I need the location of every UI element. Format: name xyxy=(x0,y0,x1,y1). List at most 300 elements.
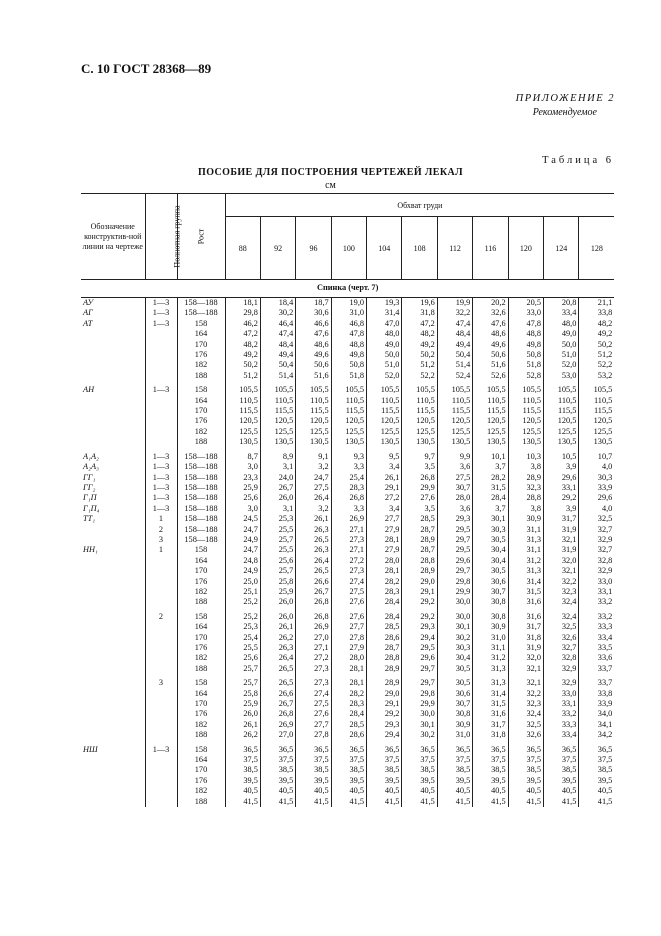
value-cell: 115,5 xyxy=(225,406,260,416)
value-cell: 10,7 xyxy=(579,448,614,462)
value-cell: 30,4 xyxy=(473,556,508,566)
row-height: 158—188 xyxy=(177,504,225,514)
table-row xyxy=(81,396,614,406)
table-row xyxy=(81,786,614,796)
value-cell: 30,5 xyxy=(437,674,472,688)
value-cell: 28,4 xyxy=(473,493,508,503)
value-cell: 32,2 xyxy=(508,689,543,699)
value-cell: 28,9 xyxy=(367,674,402,688)
table-row xyxy=(81,699,614,709)
value-cell: 33,4 xyxy=(544,308,579,318)
value-cell: 32,8 xyxy=(544,653,579,663)
value-cell: 48,6 xyxy=(296,340,331,350)
value-cell: 48,2 xyxy=(225,340,260,350)
table-row xyxy=(81,493,614,503)
row-label xyxy=(81,622,145,632)
value-cell: 50,2 xyxy=(402,350,437,360)
table-unit: см xyxy=(325,180,336,191)
value-cell: 32,4 xyxy=(544,597,579,607)
value-cell: 105,5 xyxy=(437,381,472,395)
value-cell: 130,5 xyxy=(225,437,260,447)
row-group xyxy=(145,699,177,709)
value-cell: 26,1 xyxy=(296,514,331,524)
row-label xyxy=(81,525,145,535)
row-label xyxy=(81,556,145,566)
value-cell: 130,5 xyxy=(296,437,331,447)
value-cell: 28,9 xyxy=(402,535,437,545)
value-cell: 31,6 xyxy=(508,608,543,622)
table-row xyxy=(81,308,614,318)
value-cell: 39,5 xyxy=(579,776,614,786)
row-height: 158—188 xyxy=(177,462,225,472)
value-cell: 26,4 xyxy=(296,556,331,566)
value-cell: 115,5 xyxy=(508,406,543,416)
value-cell: 25,7 xyxy=(225,664,260,674)
value-cell: 105,5 xyxy=(225,381,260,395)
value-cell: 25,8 xyxy=(260,577,295,587)
value-cell: 28,4 xyxy=(331,709,366,719)
table-row xyxy=(81,319,614,329)
value-cell: 30,7 xyxy=(473,587,508,597)
value-cell: 115,5 xyxy=(402,406,437,416)
value-cell: 32,3 xyxy=(508,483,543,493)
row-height: 158 xyxy=(177,674,225,688)
value-cell: 27,3 xyxy=(296,664,331,674)
row-height: 182 xyxy=(177,720,225,730)
value-cell: 41,5 xyxy=(296,797,331,807)
row-label: НШ xyxy=(83,744,98,754)
row-height: 170 xyxy=(177,633,225,643)
value-cell: 38,5 xyxy=(579,765,614,775)
value-cell: 19,0 xyxy=(331,298,366,309)
row-height: 164 xyxy=(177,396,225,406)
value-cell: 27,8 xyxy=(331,633,366,643)
value-cell: 37,5 xyxy=(367,755,402,765)
value-cell: 39,5 xyxy=(437,776,472,786)
value-cell: 30,1 xyxy=(402,720,437,730)
value-cell: 3,5 xyxy=(402,462,437,472)
chest-col-header: 128 xyxy=(579,217,614,280)
value-cell: 29,6 xyxy=(402,653,437,663)
value-cell: 110,5 xyxy=(296,396,331,406)
value-cell: 120,5 xyxy=(331,416,366,426)
value-cell: 30,9 xyxy=(508,514,543,524)
value-cell: 27,3 xyxy=(296,674,331,688)
value-cell: 32,3 xyxy=(544,587,579,597)
value-cell: 26,7 xyxy=(296,587,331,597)
value-cell: 3,5 xyxy=(402,504,437,514)
value-cell: 9,3 xyxy=(331,448,366,462)
row-label xyxy=(81,406,145,416)
value-cell: 32,8 xyxy=(579,556,614,566)
value-cell: 32,4 xyxy=(544,608,579,622)
value-cell: 27,3 xyxy=(331,566,366,576)
row-group xyxy=(145,765,177,775)
value-cell: 33,2 xyxy=(544,709,579,719)
row-height: 164 xyxy=(177,329,225,339)
value-cell: 31,6 xyxy=(473,709,508,719)
value-cell: 31,4 xyxy=(473,689,508,699)
value-cell: 3,1 xyxy=(260,462,295,472)
value-cell: 125,5 xyxy=(260,427,295,437)
row-height: 158 xyxy=(177,741,225,755)
value-cell: 25,6 xyxy=(225,653,260,663)
value-cell: 49,8 xyxy=(331,350,366,360)
row-group xyxy=(145,797,177,807)
row-group xyxy=(145,437,177,447)
row-label xyxy=(81,371,145,381)
value-cell: 31,0 xyxy=(473,633,508,643)
row-group: 2 xyxy=(145,608,177,622)
value-cell: 125,5 xyxy=(296,427,331,437)
value-cell: 105,5 xyxy=(367,381,402,395)
value-cell: 125,5 xyxy=(579,427,614,437)
row-label xyxy=(81,437,145,447)
value-cell: 120,5 xyxy=(544,416,579,426)
value-cell: 31,6 xyxy=(508,597,543,607)
row-label xyxy=(81,633,145,643)
value-cell: 48,2 xyxy=(402,329,437,339)
table-row xyxy=(81,556,614,566)
value-cell: 3,8 xyxy=(508,504,543,514)
value-cell: 36,5 xyxy=(579,741,614,755)
value-cell: 3,3 xyxy=(331,462,366,472)
value-cell: 32,9 xyxy=(544,674,579,688)
value-cell: 29,6 xyxy=(437,556,472,566)
value-cell: 3,8 xyxy=(508,462,543,472)
height-header xyxy=(177,194,225,280)
value-cell: 33,1 xyxy=(544,699,579,709)
value-cell: 40,5 xyxy=(367,786,402,796)
value-cell: 28,1 xyxy=(367,566,402,576)
row-group: 1—3 xyxy=(145,483,177,493)
row-group: 1—3 xyxy=(145,493,177,503)
table-row xyxy=(81,462,614,472)
value-cell: 26,2 xyxy=(260,633,295,643)
row-height: 158—188 xyxy=(177,525,225,535)
value-cell: 3,9 xyxy=(544,462,579,472)
value-cell: 36,5 xyxy=(331,741,366,755)
value-cell: 32,1 xyxy=(544,566,579,576)
table-row xyxy=(81,329,614,339)
value-cell: 30,8 xyxy=(473,608,508,622)
row-group xyxy=(145,730,177,740)
value-cell: 24,8 xyxy=(225,556,260,566)
value-cell: 33,8 xyxy=(579,689,614,699)
value-cell: 30,6 xyxy=(437,689,472,699)
value-cell: 26,9 xyxy=(331,514,366,524)
value-cell: 48,0 xyxy=(544,319,579,329)
value-cell: 28,8 xyxy=(367,653,402,663)
value-cell: 26,6 xyxy=(260,689,295,699)
value-cell: 115,5 xyxy=(437,406,472,416)
value-cell: 49,0 xyxy=(367,340,402,350)
table-row xyxy=(81,371,614,381)
value-cell: 50,2 xyxy=(579,340,614,350)
table-row xyxy=(81,566,614,576)
value-cell: 120,5 xyxy=(225,416,260,426)
value-cell: 37,5 xyxy=(473,755,508,765)
value-cell: 24,7 xyxy=(296,473,331,483)
value-cell: 30,8 xyxy=(473,597,508,607)
value-cell: 120,5 xyxy=(437,416,472,426)
value-cell: 27,5 xyxy=(437,473,472,483)
value-cell: 32,9 xyxy=(579,535,614,545)
value-cell: 50,6 xyxy=(296,360,331,370)
value-cell: 110,5 xyxy=(508,396,543,406)
value-cell: 33,4 xyxy=(544,730,579,740)
page-header: С. 10 ГОСТ 28368—89 xyxy=(81,61,212,76)
value-cell: 30,2 xyxy=(437,633,472,643)
value-cell: 3,9 xyxy=(544,504,579,514)
value-cell: 28,3 xyxy=(331,699,366,709)
table-row xyxy=(81,653,614,663)
value-cell: 120,5 xyxy=(473,416,508,426)
value-cell: 30,7 xyxy=(437,699,472,709)
value-cell: 47,0 xyxy=(367,319,402,329)
value-cell: 25,5 xyxy=(260,545,295,555)
row-height: 164 xyxy=(177,689,225,699)
row-label xyxy=(81,664,145,674)
value-cell: 33,3 xyxy=(544,720,579,730)
value-cell: 105,5 xyxy=(402,381,437,395)
table-row xyxy=(81,360,614,370)
value-cell: 26,2 xyxy=(225,730,260,740)
row-label: А₂А₃ xyxy=(83,462,99,472)
value-cell: 28,5 xyxy=(331,720,366,730)
row-label: АГ xyxy=(83,308,93,318)
value-cell: 37,5 xyxy=(579,755,614,765)
table-row xyxy=(81,437,614,447)
value-cell: 26,7 xyxy=(260,483,295,493)
value-cell: 125,5 xyxy=(437,427,472,437)
row-height: 158 xyxy=(177,608,225,622)
value-cell: 27,1 xyxy=(296,643,331,653)
value-cell: 29,7 xyxy=(402,674,437,688)
value-cell: 30,9 xyxy=(437,720,472,730)
value-cell: 30,8 xyxy=(437,709,472,719)
row-group: 1—3 xyxy=(145,308,177,318)
value-cell: 26,4 xyxy=(296,493,331,503)
value-cell: 51,4 xyxy=(260,371,295,381)
row-height: 164 xyxy=(177,622,225,632)
chest-header: Обхват груди xyxy=(225,194,614,217)
row-height: 170 xyxy=(177,699,225,709)
value-cell: 29,2 xyxy=(402,597,437,607)
value-cell: 39,5 xyxy=(260,776,295,786)
value-cell: 51,0 xyxy=(367,360,402,370)
value-cell: 38,5 xyxy=(367,765,402,775)
value-cell: 28,1 xyxy=(331,664,366,674)
value-cell: 38,5 xyxy=(402,765,437,775)
value-cell: 51,0 xyxy=(544,350,579,360)
value-cell: 25,5 xyxy=(260,525,295,535)
value-cell: 110,5 xyxy=(367,396,402,406)
value-cell: 27,1 xyxy=(331,545,366,555)
value-cell: 125,5 xyxy=(331,427,366,437)
value-cell: 26,5 xyxy=(260,664,295,674)
value-cell: 10,1 xyxy=(473,448,508,462)
value-cell: 40,5 xyxy=(508,786,543,796)
value-cell: 31,4 xyxy=(508,577,543,587)
row-height: 158 xyxy=(177,381,225,395)
value-cell: 39,5 xyxy=(402,776,437,786)
row-label xyxy=(81,776,145,786)
value-cell: 41,5 xyxy=(579,797,614,807)
value-cell: 33,9 xyxy=(579,699,614,709)
row-label: ГГ₁ xyxy=(83,472,96,482)
row-label xyxy=(81,699,145,709)
value-cell: 31,9 xyxy=(508,643,543,653)
value-cell: 25,6 xyxy=(225,493,260,503)
row-label xyxy=(81,350,145,360)
value-cell: 41,5 xyxy=(367,797,402,807)
value-cell: 31,2 xyxy=(473,653,508,663)
row-height: 176 xyxy=(177,709,225,719)
value-cell: 3,6 xyxy=(437,462,472,472)
table-row xyxy=(81,776,614,786)
value-cell: 19,6 xyxy=(402,298,437,309)
value-cell: 48,2 xyxy=(579,319,614,329)
value-cell: 110,5 xyxy=(544,396,579,406)
value-cell: 31,5 xyxy=(473,699,508,709)
value-cell: 29,6 xyxy=(579,493,614,503)
value-cell: 37,5 xyxy=(508,755,543,765)
value-cell: 32,1 xyxy=(508,674,543,688)
value-cell: 130,5 xyxy=(473,437,508,447)
row-group xyxy=(145,653,177,663)
row-group xyxy=(145,371,177,381)
value-cell: 46,2 xyxy=(225,319,260,329)
appendix-note: Рекомендуемое xyxy=(532,107,597,118)
value-cell: 50,4 xyxy=(437,350,472,360)
chest-col-header: 88 xyxy=(225,217,260,280)
row-label xyxy=(81,577,145,587)
row-label xyxy=(81,587,145,597)
value-cell: 115,5 xyxy=(579,406,614,416)
value-cell: 28,0 xyxy=(437,493,472,503)
value-cell: 25,0 xyxy=(225,577,260,587)
value-cell: 40,5 xyxy=(544,786,579,796)
value-cell: 130,5 xyxy=(437,437,472,447)
row-group: 3 xyxy=(145,674,177,688)
table-row xyxy=(81,643,614,653)
value-cell: 29,3 xyxy=(402,622,437,632)
chest-col-header: 124 xyxy=(544,217,579,280)
row-label: АУ xyxy=(83,298,94,307)
value-cell: 26,8 xyxy=(260,709,295,719)
value-cell: 25,6 xyxy=(260,556,295,566)
value-cell: 49,4 xyxy=(260,350,295,360)
value-cell: 24,9 xyxy=(225,535,260,545)
value-cell: 32,6 xyxy=(508,730,543,740)
value-cell: 30,5 xyxy=(473,535,508,545)
row-label: Г₁П₄ xyxy=(83,503,100,513)
row-group xyxy=(145,689,177,699)
value-cell: 29,2 xyxy=(544,493,579,503)
row-group xyxy=(145,406,177,416)
value-cell: 3,7 xyxy=(473,462,508,472)
row-height: 170 xyxy=(177,406,225,416)
value-cell: 18,4 xyxy=(260,298,295,309)
value-cell: 3,4 xyxy=(367,504,402,514)
value-cell: 20,5 xyxy=(508,298,543,309)
row-label xyxy=(81,329,145,339)
value-cell: 28,5 xyxy=(402,514,437,524)
row-group: 3 xyxy=(145,535,177,545)
table-row xyxy=(81,473,614,483)
value-cell: 29,1 xyxy=(402,587,437,597)
value-cell: 53,0 xyxy=(544,371,579,381)
table-row xyxy=(81,514,614,524)
row-height: 164 xyxy=(177,755,225,765)
value-cell: 28,7 xyxy=(402,545,437,555)
value-cell: 39,5 xyxy=(225,776,260,786)
value-cell: 41,5 xyxy=(402,797,437,807)
value-cell: 51,2 xyxy=(225,371,260,381)
value-cell: 120,5 xyxy=(296,416,331,426)
value-cell: 28,3 xyxy=(331,483,366,493)
value-cell: 31,8 xyxy=(473,730,508,740)
value-cell: 27,9 xyxy=(367,525,402,535)
row-label xyxy=(81,608,145,622)
value-cell: 41,5 xyxy=(544,797,579,807)
value-cell: 51,8 xyxy=(331,371,366,381)
value-cell: 26,0 xyxy=(225,709,260,719)
value-cell: 24,7 xyxy=(225,545,260,555)
value-cell: 25,9 xyxy=(225,699,260,709)
value-cell: 26,0 xyxy=(260,493,295,503)
value-cell: 32,5 xyxy=(579,514,614,524)
value-cell: 26,8 xyxy=(296,608,331,622)
table-row xyxy=(81,427,614,437)
value-cell: 40,5 xyxy=(296,786,331,796)
value-cell: 50,0 xyxy=(367,350,402,360)
value-cell: 27,7 xyxy=(296,720,331,730)
table-row xyxy=(81,689,614,699)
value-cell: 51,6 xyxy=(296,371,331,381)
value-cell: 31,1 xyxy=(508,525,543,535)
value-cell: 105,5 xyxy=(579,381,614,395)
value-cell: 29,2 xyxy=(402,608,437,622)
value-cell: 130,5 xyxy=(260,437,295,447)
value-cell: 28,2 xyxy=(367,577,402,587)
value-cell: 47,2 xyxy=(225,329,260,339)
value-cell: 9,1 xyxy=(296,448,331,462)
table-row xyxy=(81,664,614,674)
value-cell: 38,5 xyxy=(260,765,295,775)
table-row xyxy=(81,525,614,535)
value-cell: 26,8 xyxy=(402,473,437,483)
value-cell: 33,8 xyxy=(579,308,614,318)
value-cell: 49,4 xyxy=(437,340,472,350)
row-group xyxy=(145,786,177,796)
row-group xyxy=(145,643,177,653)
value-cell: 19,9 xyxy=(437,298,472,309)
value-cell: 47,2 xyxy=(402,319,437,329)
value-cell: 25,5 xyxy=(225,643,260,653)
table-row xyxy=(81,765,614,775)
value-cell: 47,6 xyxy=(296,329,331,339)
row-height: 188 xyxy=(177,797,225,807)
value-cell: 115,5 xyxy=(296,406,331,416)
value-cell: 27,6 xyxy=(331,608,366,622)
row-label: Г₁П xyxy=(83,493,97,503)
value-cell: 31,8 xyxy=(508,633,543,643)
value-cell: 28,2 xyxy=(473,473,508,483)
value-cell: 3,2 xyxy=(296,504,331,514)
value-cell: 31,3 xyxy=(473,664,508,674)
